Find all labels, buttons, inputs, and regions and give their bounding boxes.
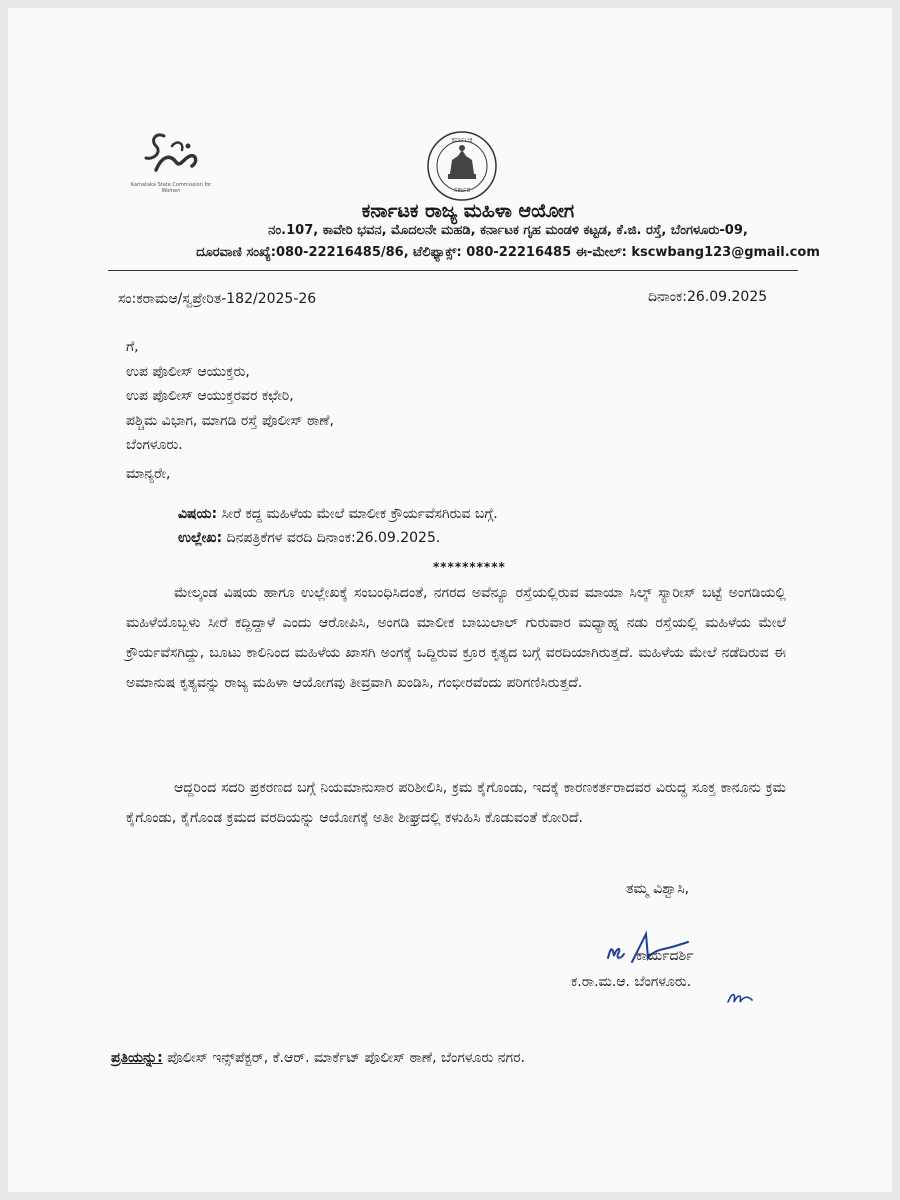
letter-sheet [8, 8, 892, 1192]
salutation: ಮಾನ್ಯರೇ, [126, 466, 171, 482]
org-address: ನಂ.107, ಕಾವೇರಿ ಭವನ, ಮೊದಲನೇ ಮಹಡಿ, ಕರ್ನಾಟಕ ಗೃಹ ಮಂಡಳಿ ಕಟ್ಟಡ, ಕೆ.ಜಿ. ರಸ್ತೆ, ಬೆಂಗಳೂರು-09, [268, 223, 748, 238]
subject-label: ವಿಷಯ: [178, 506, 218, 522]
sign-off: ತಮ್ಮ ವಿಶ್ವಾಸಿ, [626, 881, 690, 897]
office-name: ಕ.ರಾ.ಮ.ಆ. ಬೆಂಗಳೂರು. [571, 974, 692, 990]
kscw-logo-icon [126, 126, 216, 206]
separator: ********** [433, 560, 506, 574]
org-title: ಕರ್ನಾಟಕ ರಾಜ್ಯ ಮಹಿಳಾ ಆಯೋಗ [361, 200, 575, 222]
reference-text: ದಿನಪತ್ರಿಕೆಗಳ ವರದಿ ದಿನಾಂಕ:26.09.2025. [222, 530, 441, 546]
initials-mark [726, 990, 754, 1006]
reference-label: ಉಲ್ಲೇಖ: [178, 530, 223, 546]
reference-line [178, 530, 440, 546]
emblem-top-text: ಕರ್ನಾಟಕ [451, 136, 473, 144]
addressee-block [126, 335, 334, 458]
org-contact: ದೂರವಾಣಿ ಸಂಖ್ಯೆ:080-22216485/86, ಟೆಲಿಫ್ಯಾಕ್ಸ್: 080-22216485 ಈ-ಮೇಲ್: kscwbang123@gmail.com [196, 245, 820, 260]
body-paragraph-2: ಆದ್ದರಿಂದ ಸದರಿ ಪ್ರಕರಣದ ಬಗ್ಗೆ ನಿಯಮಾನುಸಾರ ಪರಿಶೀಲಿಸಿ, ಕ್ರಮ ಕೈಗೊಂಡು, ಇದಕ್ಕೆ ಕಾರಣಕರ್ತರಾದವರ ವಿರುದ್ಧ ಸೂಕ್ತ ಕಾನೂನು ಕ್ರಮ ಕೈಗೊಂಡು, ಕೈಗೊಂಡ ಕ್ರಮದ ವರದಿಯನ್ನು ಆಯೋಗಕ್ಕೆ ಅತೀ ಶೀಘ್ರದಲ್ಲಿ ಕಳುಹಿಸಿ ಕೊಡುವಂತೆ ಕೋರಿದೆ. [126, 780, 786, 826]
copy-to-text: ಪೊಲೀಸ್ ಇನ್ಸ್‌ಪೆಕ್ಟರ್, ಕೆ.ಆರ್. ಮಾರ್ಕೆಟ್ ಪೊಲೀಸ್ ಠಾಣೆ, ಬೆಂಗಳೂರು ನಗರ. [162, 1050, 525, 1066]
emblem-bottom-text: ಸರ್ಕಾರ [453, 186, 471, 194]
copy-to-label: ಪ್ರತಿಯನ್ನು: [111, 1050, 163, 1066]
designation: ಕಾರ್ಯದರ್ಶಿ [636, 948, 694, 964]
logo-caption: Karnataka State Commission for Women [130, 182, 212, 194]
addressee-line: ಬೆಂಗಳೂರು. [126, 437, 183, 453]
subject-line [178, 506, 498, 522]
body-paragraph-1: ಮೇಲ್ಕಂಡ ವಿಷಯ ಹಾಗೂ ಉಲ್ಲೇಖಕ್ಕೆ ಸಂಬಂಧಿಸಿದಂತೆ, ನಗರದ ಅವೆನ್ಯೂ ರಸ್ತೆಯಲ್ಲಿರುವ ಮಾಯಾ ಸಿಲ್ಕ್ ಸ್ಯಾರೀಸ್ ಬಟ್ಟೆ ಅಂಗಡಿಯಲ್ಲಿ ಮಹಿಳೆಯೊಬ್ಬಳು ಸೀರೆ ಕದ್ದಿದ್ದಾಳೆ ಎಂದು ಆರೋಪಿಸಿ, ಅಂಗಡಿ ಮಾಲೀಕ ಬಾಬುಲಾಲ್ ಗುರುವಾರ ಮಧ್ಯಾಹ್ನ ನಡು ರಸ್ತೆಯಲ್ಲಿ ಮಹಿಳೆಯ ಮೇಲೆ ಕ್ರೌರ್ಯವೆಸಗಿದ್ದು, ಬೂಟು ಕಾಲಿನಿಂದ ಮಹಿಳೆಯ ಖಾಸಗಿ ಅಂಗಕ್ಕೆ ಒದ್ದಿರುವ ಕ್ರೂರ ಕೃತ್ಯದ ಬಗ್ಗೆ ವರದಿಯಾಗಿರುತ್ತದೆ. ಮಹಿಳೆಯ ಮೇಲೆ ನಡೆದಿರುವ ಈ ಅಮಾನುಷ ಕೃತ್ಯವನ್ನು ರಾಜ್ಯ ಮಹಿಳಾ ಆಯೋಗವು ತೀವ್ರವಾಗಿ ಖಂಡಿಸಿ, ಗಂಭೀರವೆಂದು ಪರಿಗಣಿಸಿರುತ್ತದೆ. [126, 585, 786, 691]
header-divider [108, 270, 798, 271]
addressee-line: ಉಪ ಪೊಲೀಸ್ ಆಯುಕ್ತರು, [126, 363, 250, 380]
addressee-line: ಗೆ, [126, 339, 139, 355]
letter-date: ದಿನಾಂಕ:26.09.2025 [648, 289, 768, 305]
copy-to-line [111, 1050, 525, 1066]
addressee-line: ಉಪ ಪೊಲೀಸ್ ಆಯುಕ್ತರವರ ಕಛೇರಿ, [126, 388, 294, 404]
addressee-line: ಪಶ್ಚಿಮ ವಿಭಾಗ, ಮಾಗಡಿ ರಸ್ತೆ ಪೊಲೀಸ್ ಠಾಣೆ, [126, 412, 334, 429]
reference-number: ಸಂ:ಕರಾಮಆ/ಸ್ವಪ್ರೇರಿತ-182/2025-26 [118, 291, 317, 307]
subject-text: ಸೀರೆ ಕದ್ದ ಮಹಿಳೆಯ ಮೇಲೆ ಮಾಲೀಕ ಕ್ರೌರ್ಯವೆಸಗಿರುವ ಬಗ್ಗೆ. [217, 506, 498, 522]
